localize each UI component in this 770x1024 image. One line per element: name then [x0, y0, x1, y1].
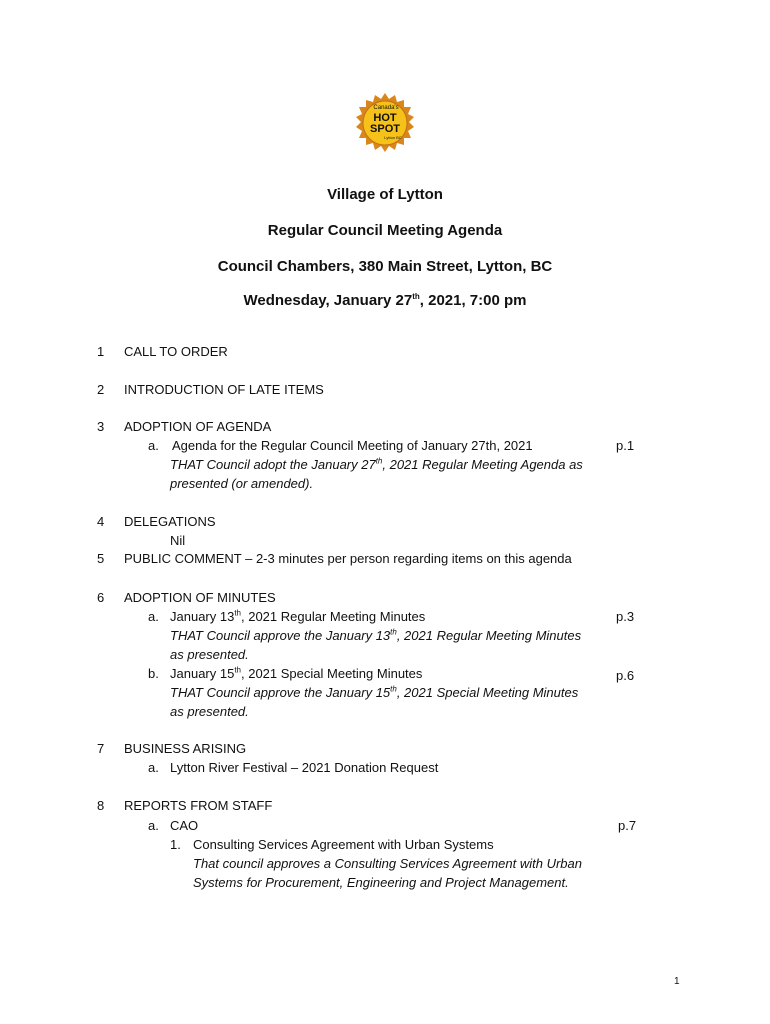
- resolution-text: THAT Council approve the January 13th, 2021 Regular Meeting Minutes: [170, 627, 582, 643]
- village-logo: [355, 93, 415, 153]
- item-title: ADOPTION OF AGENDA: [124, 419, 272, 434]
- meeting-date: Wednesday, January 27th, 2021, 7:00 pm: [243, 292, 527, 309]
- resolution-text: as presented.: [170, 647, 249, 662]
- subitem-text: Lytton River Festival – 2021 Donation Request: [170, 760, 439, 775]
- item-number: 7: [97, 741, 105, 756]
- subitem-letter: a.: [148, 438, 159, 453]
- subitem-text: January 15th, 2021 Special Meeting Minutes: [170, 665, 423, 681]
- item-note: Nil: [170, 533, 186, 548]
- subitem-letter: a.: [148, 609, 159, 624]
- resolution-text: THAT Council adopt the January 27th, 2021 Regular Meeting Agenda as: [170, 456, 583, 472]
- resolution-text: THAT Council approve the January 15th, 2021 Special Meeting Minutes: [170, 684, 579, 700]
- subitem-number: 1.: [170, 837, 181, 852]
- page-reference: p.6: [616, 668, 635, 683]
- item-number: 5: [97, 551, 105, 566]
- item-number: 4: [97, 514, 105, 529]
- resolution-text: presented (or amended).: [170, 476, 314, 491]
- item-title: INTRODUCTION OF LATE ITEMS: [124, 382, 324, 397]
- item-number: 1: [97, 344, 105, 359]
- item-number: 8: [97, 798, 105, 813]
- item-number: 3: [97, 419, 105, 434]
- item-title: CALL TO ORDER: [124, 344, 228, 359]
- subitem-text: Consulting Services Agreement with Urban Systems: [193, 837, 494, 852]
- page-reference: p.1: [616, 438, 635, 453]
- resolution-text: Systems for Procurement, Engineering and Project Management.: [193, 875, 569, 890]
- subitem-text: January 13th, 2021 Regular Meeting Minutes: [170, 608, 426, 624]
- resolution-text: That council approves a Consulting Services Agreement with Urban: [193, 856, 582, 871]
- subitem-letter: a.: [148, 760, 159, 775]
- svg-text:HOT: HOT: [373, 112, 397, 124]
- item-title: REPORTS FROM STAFF: [124, 798, 273, 813]
- item-number: 2: [97, 382, 105, 397]
- meeting-location: Council Chambers, 380 Main Street, Lytton, BC: [217, 258, 553, 275]
- svg-text:Canada's: Canada's: [373, 105, 399, 111]
- resolution-text: as presented.: [170, 704, 249, 719]
- subitem-text: CAO: [170, 818, 199, 833]
- page-reference: p.7: [618, 818, 637, 833]
- page-number: 1: [674, 976, 680, 987]
- svg-text:SPOT: SPOT: [370, 123, 400, 135]
- item-title: PUBLIC COMMENT – 2-3 minutes per person regarding items on this agenda: [124, 551, 572, 566]
- subitem-letter: b.: [148, 666, 159, 681]
- item-title: ADOPTION OF MINUTES: [124, 590, 276, 605]
- document-title: Village of Lytton: [327, 186, 443, 203]
- item-number: 6: [97, 590, 105, 605]
- document-subtitle: Regular Council Meeting Agenda: [267, 222, 503, 239]
- subitem-text: Agenda for the Regular Council Meeting of January 27th, 2021: [172, 438, 533, 453]
- item-title: BUSINESS ARISING: [124, 741, 247, 756]
- subitem-letter: a.: [148, 818, 159, 833]
- svg-text:Lytton BC: Lytton BC: [384, 135, 402, 140]
- item-title: DELEGATIONS: [124, 514, 216, 529]
- page-reference: p.3: [616, 609, 635, 624]
